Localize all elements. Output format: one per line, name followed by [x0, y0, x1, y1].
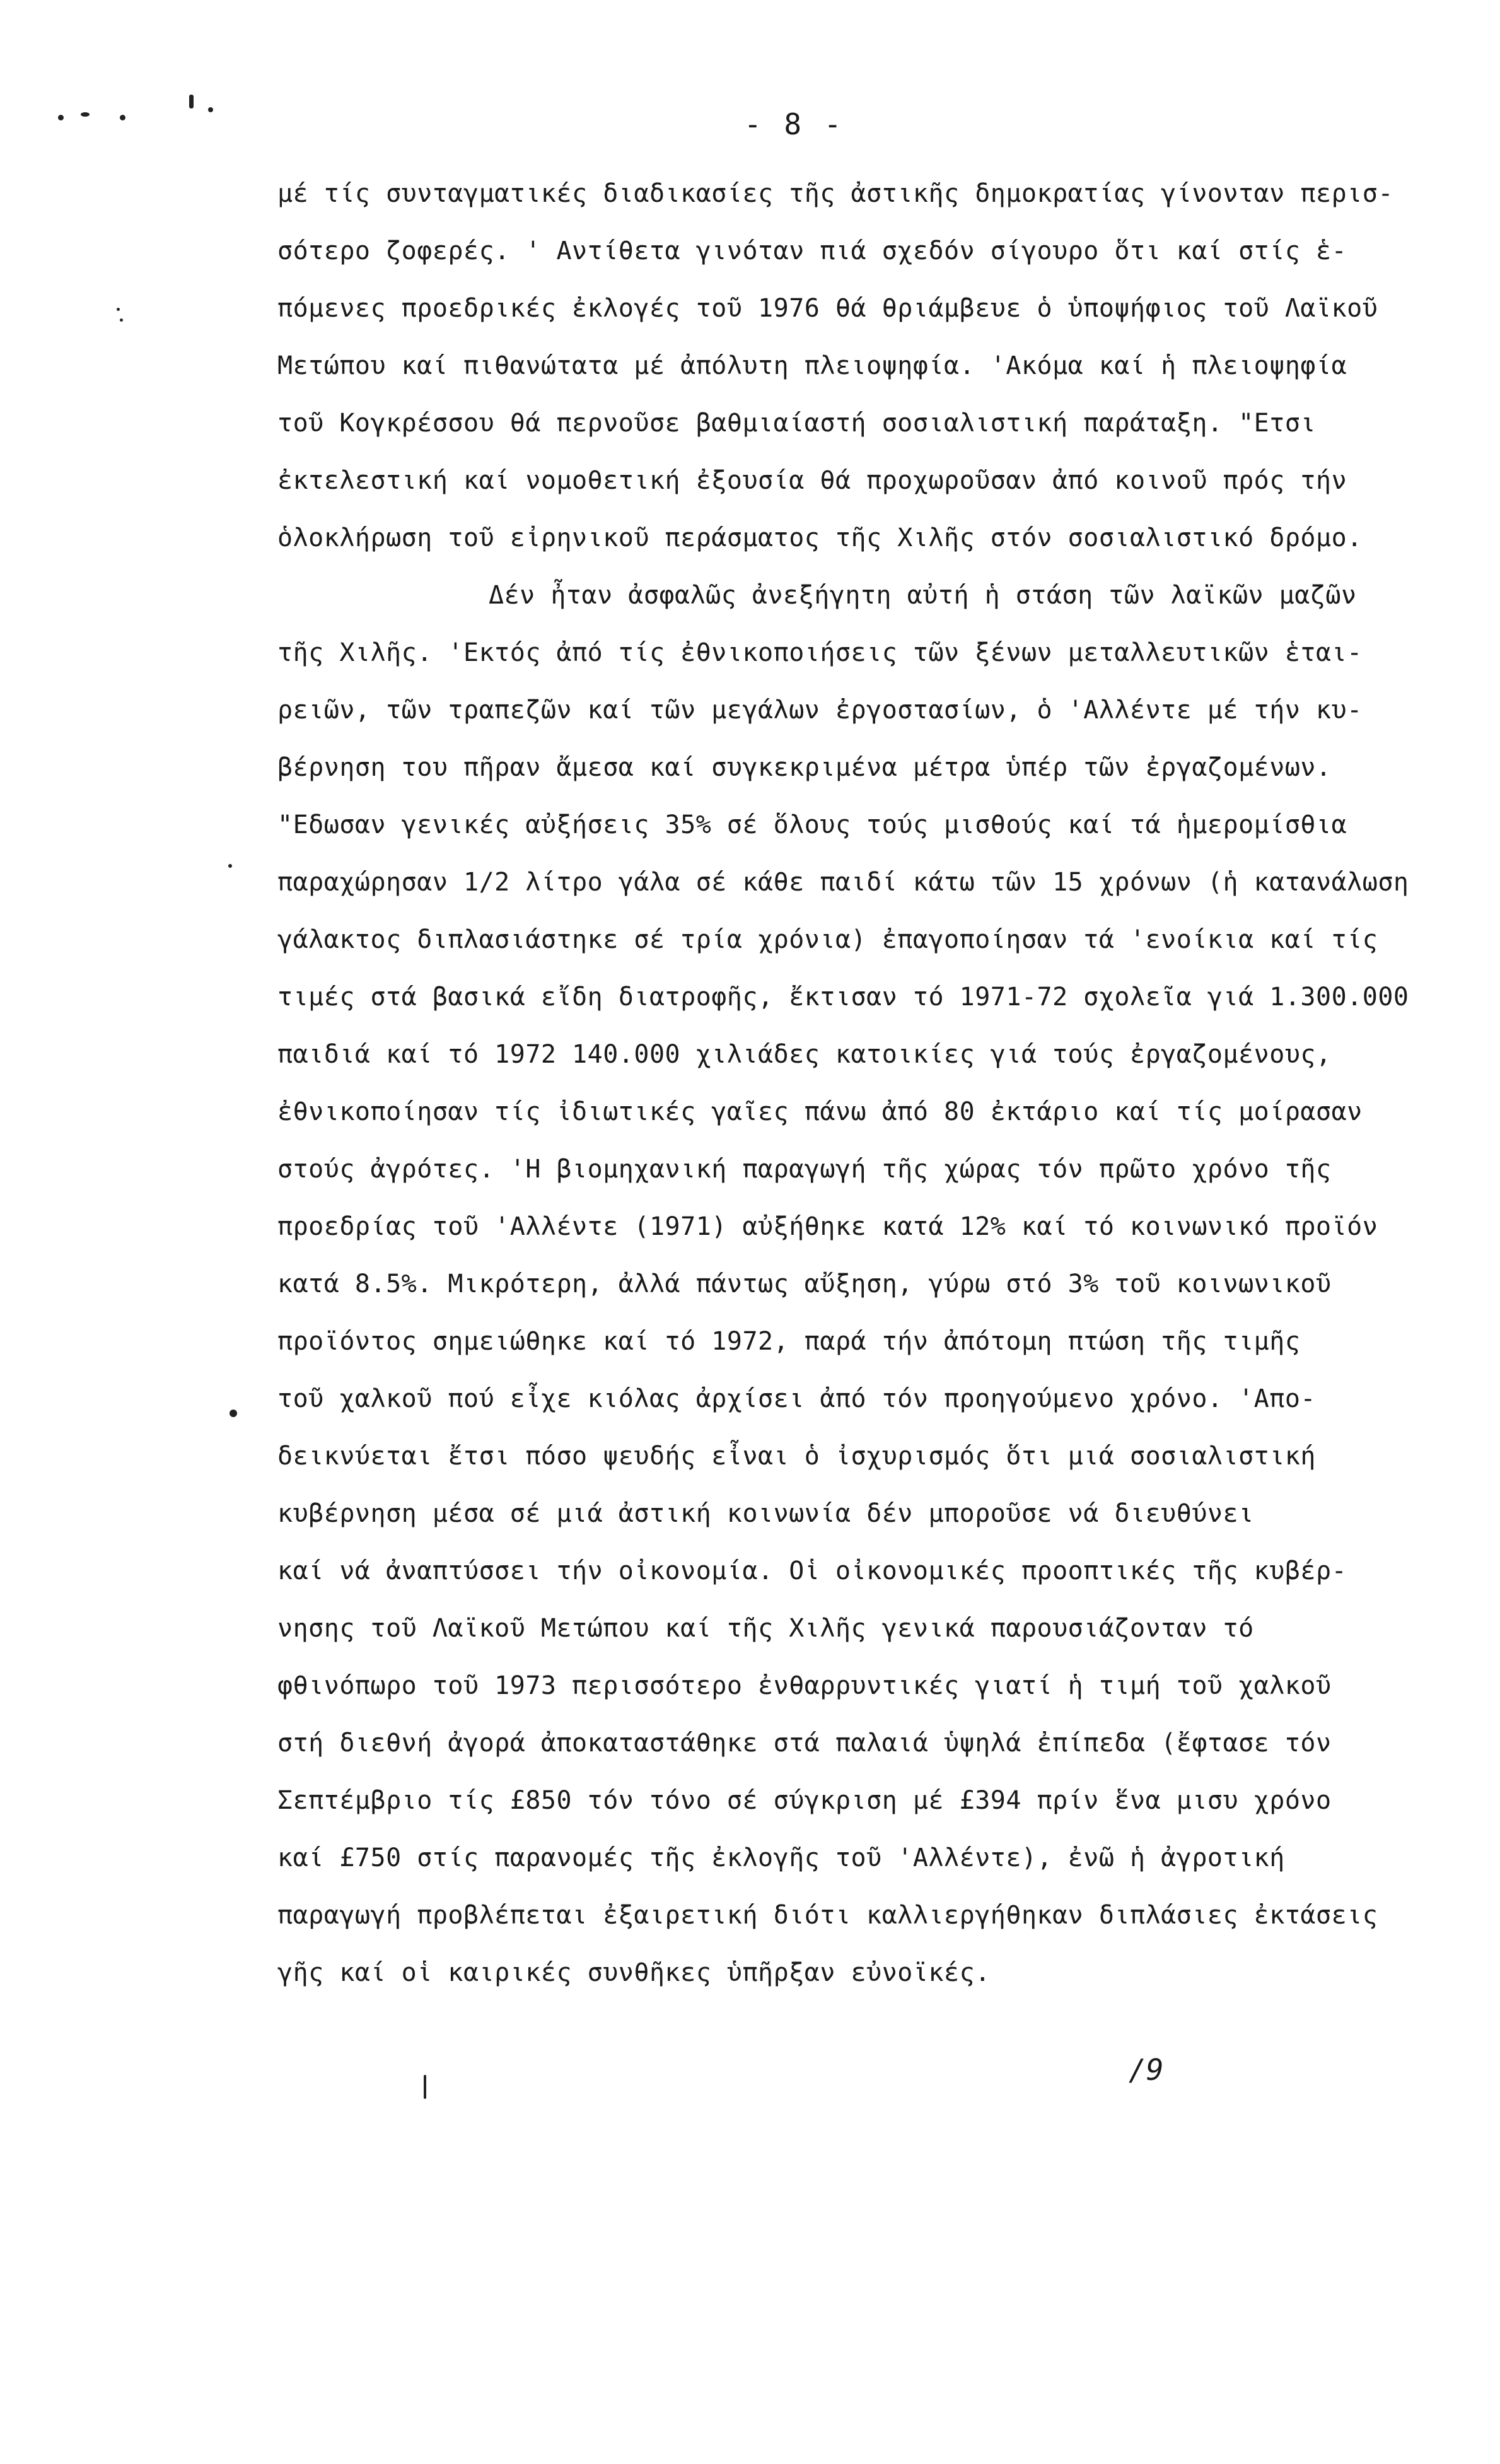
text-line: ὁλοκλήρωση τοῦ εἰρηνικοῦ περάσματος τῆς Χιλῆς στόν σοσιαλιστικό δρόμο. [277, 523, 1363, 552]
text-line: παραχώρησαν 1/2 λίτρο γάλα σέ κάθε παιδί κάτω τῶν 15 χρόνων (ἡ κατανάλωση [277, 868, 1409, 897]
scan-speck [120, 115, 125, 120]
text-line: κυβέρνηση μέσα σέ μιά ἀστική κοινωνία δέν μποροῦσε νά διευθύνει [277, 1499, 1254, 1528]
text-line: φθινόπωρο τοῦ 1973 περισσότερο ἐνθαρρυντικές γιατί ἡ τιμή τοῦ χαλκοῦ [277, 1671, 1332, 1700]
scan-speck [117, 308, 120, 311]
paragraph-start-line: Δέν ἦταν ἀσφαλῶς ἀνεξήγητη αὐτή ἡ στάση τῶν λαϊκῶν μαζῶν [489, 581, 1357, 610]
text-line: δεικνύεται ἔτσι πόσο ψευδής εἶναι ὁ ἰσχυρισμός ὅτι μιά σοσιαλιστική [277, 1442, 1316, 1471]
text-line: στή διεθνή ἀγορά ἀποκαταστάθηκε στά παλαιά ὑψηλά ἐπίπεδα (ἔφτασε τόν [277, 1729, 1332, 1758]
text-line: τιμές στά βασικά εἴδη διατροφῆς, ἔκτισαν τό 1971-72 σχολεῖα γιά 1.300.000 [277, 983, 1409, 1012]
scan-speck [230, 1410, 237, 1417]
text-line: καί νά ἀναπτύσσει τήν οἰκονομία. Οἱ οἰκονομικές προοπτικές τῆς κυβέρ- [277, 1556, 1347, 1585]
text-line: παιδιά καί τό 1972 140.000 χιλιάδες κατοικίες γιά τούς ἐργαζομένους, [277, 1040, 1332, 1069]
text-line: σότερο ζοφερές. ' Αντίθετα γινόταν πιά σχεδόν σίγουρο ὅτι καί στίς ἑ- [277, 236, 1347, 266]
text-line: "Εδωσαν γενικές αὐξήσεις 35% σέ ὅλους τούς μισθούς καί τά ἡμερομίσθια [277, 810, 1347, 839]
text-line: γάλακτος διπλασιάστηκε σέ τρία χρόνια) ἐπαγοποίησαν τά 'ενοίκια καί τίς [277, 925, 1378, 954]
scan-speck [58, 115, 64, 120]
scan-speck [81, 112, 90, 117]
text-line: στούς ἀγρότες. 'Η βιομηχανική παραγωγή τῆς χώρας τόν πρῶτο χρόνο τῆς [277, 1155, 1332, 1184]
page-number: - 8 - [744, 107, 844, 141]
text-line: ρειῶν, τῶν τραπεζῶν καί τῶν μεγάλων ἐργοστασίων, ὁ 'Αλλέντε μέ τήν κυ- [277, 696, 1363, 725]
text-line: βέρνηση του πῆραν ἄμεσα καί συγκεκριμένα μέτρα ὑπέρ τῶν ἐργαζομένων. [277, 753, 1332, 782]
next-page-marker: /9 [1129, 2053, 1164, 2087]
text-line: προϊόντος σημειώθηκε καί τό 1972, παρά τήν ἀπότομη πτώση τῆς τιμῆς [277, 1327, 1301, 1356]
text-line: κατά 8.5%. Μικρότερη, ἀλλά πάντως αὔξηση, γύρω στό 3% τοῦ κοινωνικοῦ [277, 1270, 1332, 1299]
text-line: γῆς καί οἱ καιρικές συνθῆκες ὑπῆρξαν εὐνοϊκές. [277, 1958, 991, 1987]
text-line: καί £750 στίς παρανομές τῆς ἐκλογῆς τοῦ 'Αλλέντε), ἐνῶ ἡ ἀγροτική [277, 1843, 1285, 1872]
scan-speck [228, 864, 232, 868]
text-line: τοῦ χαλκοῦ πού εἶχε κιόλας ἀρχίσει ἀπό τόν προηγούμενο χρόνο. 'Απο- [277, 1384, 1316, 1413]
text-line: τῆς Χιλῆς. 'Εκτός ἀπό τίς ἐθνικοποιήσεις τῶν ξένων μεταλλευτικῶν ἑται- [277, 638, 1363, 667]
text-line: Σεπτέμβριο τίς £850 τόν τόνο σέ σύγκριση μέ £394 πρίν ἕνα μισυ χρόνο [277, 1786, 1332, 1815]
text-line: τοῦ Κογκρέσσου θά περνοῦσε βαθμιαίαστή σοσιαλιστική παράταξη. "Ετσι [277, 409, 1316, 438]
text-line: Μετώπου καί πιθανώτατα μέ ἀπόλυτη πλειοψηφία. 'Ακόμα καί ἡ πλειοψηφία [277, 351, 1347, 380]
scan-speck [424, 2075, 426, 2099]
scan-speck [208, 107, 213, 112]
text-line: ἐκτελεστική καί νομοθετική ἐξουσία θά προχωροῦσαν ἀπό κοινοῦ πρός τήν [277, 466, 1347, 495]
body-text [277, 165, 1412, 2002]
scan-speck [120, 318, 123, 322]
text-line: ἐθνικοποίησαν τίς ἰδιωτικές γαῖες πάνω ἀπό 80 ἐκτάριο καί τίς μοίρασαν [277, 1097, 1363, 1126]
text-line: παραγωγή προβλέπεται ἐξαιρετική διότι καλλιεργήθηκαν διπλάσιες ἐκτάσεις [277, 1901, 1378, 1930]
text-line: νησης τοῦ Λαϊκοῦ Μετώπου καί τῆς Χιλῆς γενικά παρουσιάζονταν τό [277, 1614, 1254, 1643]
text-line: πόμενες προεδρικές ἐκλογές τοῦ 1976 θά θριάμβευε ὁ ὑποψήφιος τοῦ Λαϊκοῦ [277, 294, 1378, 323]
text-line: μέ τίς συνταγματικές διαδικασίες τῆς ἀστικῆς δημοκρατίας γίνονταν περισ- [277, 179, 1393, 208]
scan-speck [189, 95, 194, 108]
text-line: προεδρίας τοῦ 'Αλλέντε (1971) αὐξήθηκε κατά 12% καί τό κοινωνικό προϊόν [277, 1212, 1378, 1241]
